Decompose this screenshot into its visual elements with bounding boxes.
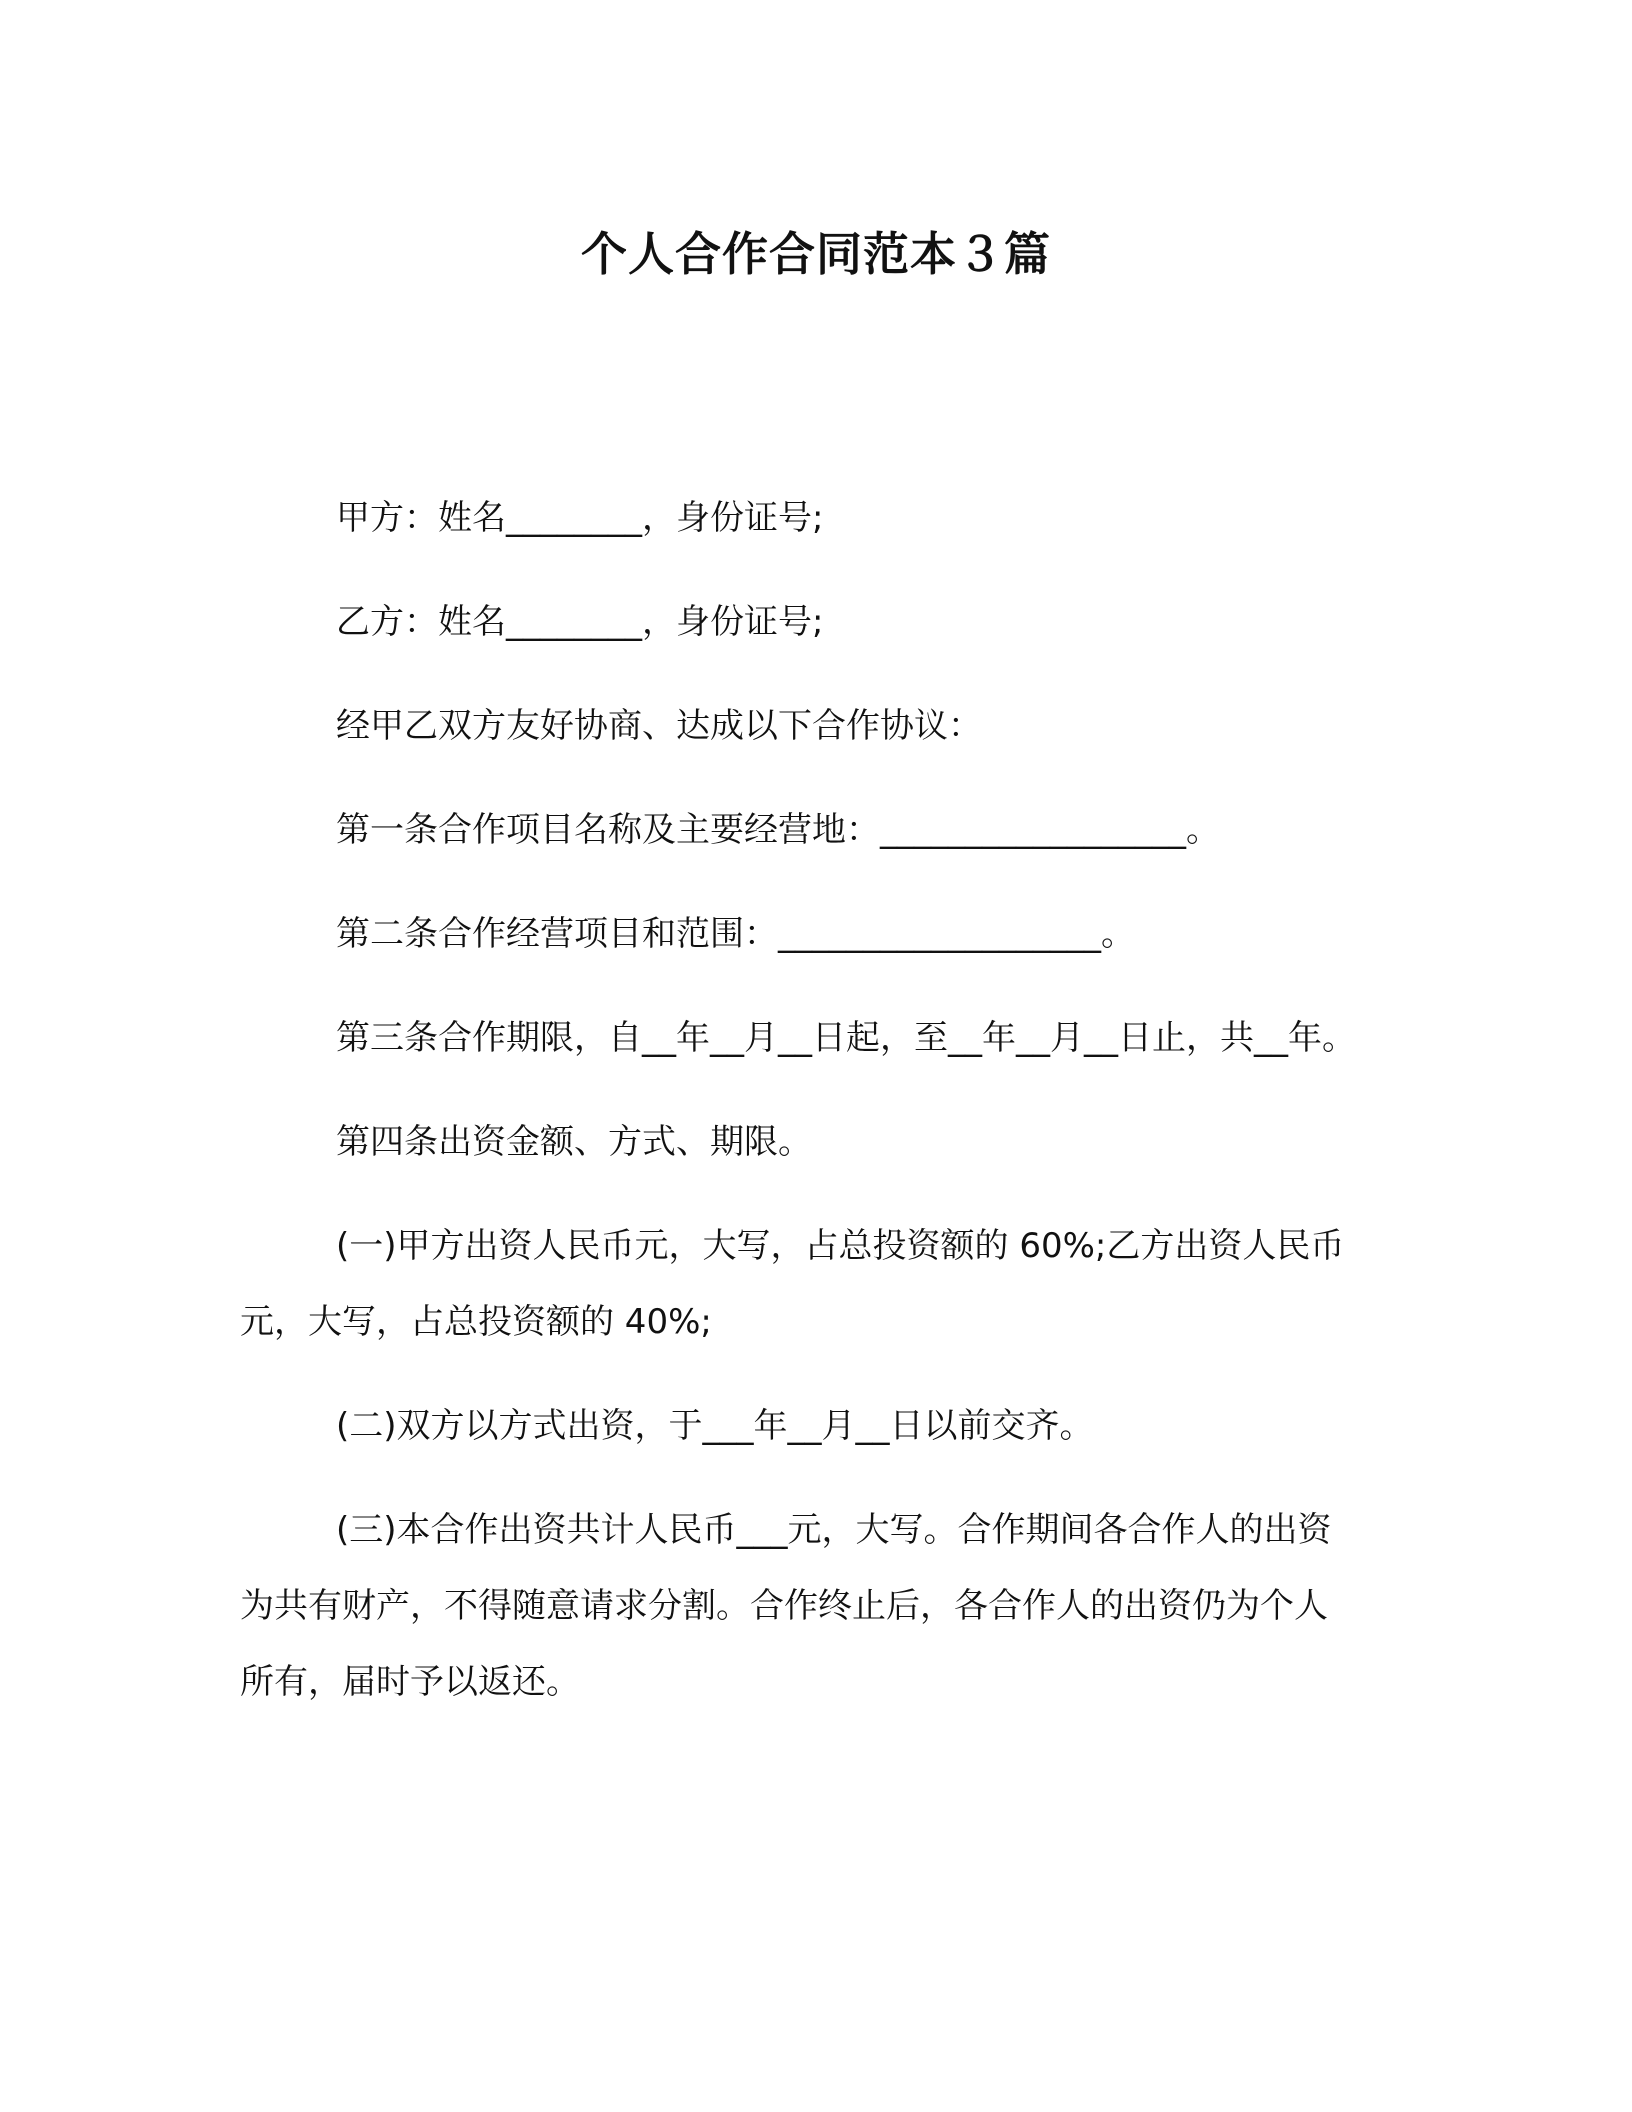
paragraph-article-4: 第四条出资金额、方式、期限。 (336, 1122, 812, 1162)
paragraph-article-1: 第一条合作项目名称及主要经营地：__________________。 (336, 810, 1220, 850)
paragraph-article-4-item-3: (三)本合作出资共计人民币___元，大写。合作期间各合作人的出资为共有财产，不得随意请求分割。合作终止后，各合作人的出资仍为个人所有，届时予以返还。 (240, 1510, 1332, 1702)
paragraph-article-4-item-1: (一)甲方出资人民币元，大写，占总投资额的 60%;乙方出资人民币元，大写，占总投资额的 40%; (240, 1226, 1345, 1342)
paragraph-party-a: 甲方：姓名________，身份证号; (336, 498, 824, 538)
paragraph-article-3: 第三条合作期限，自__年__月__日起，至__年__月__日止，共__年。 (336, 1018, 1356, 1058)
document-title: 个人合作合同范本３篇 (581, 227, 1051, 281)
paragraph-party-b: 乙方：姓名________，身份证号; (336, 602, 824, 642)
paragraph-article-4-item-2: (二)双方以方式出资，于___年__月__日以前交齐。 (336, 1406, 1094, 1446)
paragraph-agreement-intro: 经甲乙双方友好协商、达成以下合作协议： (336, 706, 982, 746)
document-body (240, 480, 1360, 1748)
paragraph-article-2: 第二条合作经营项目和范围：___________________。 (336, 914, 1135, 954)
